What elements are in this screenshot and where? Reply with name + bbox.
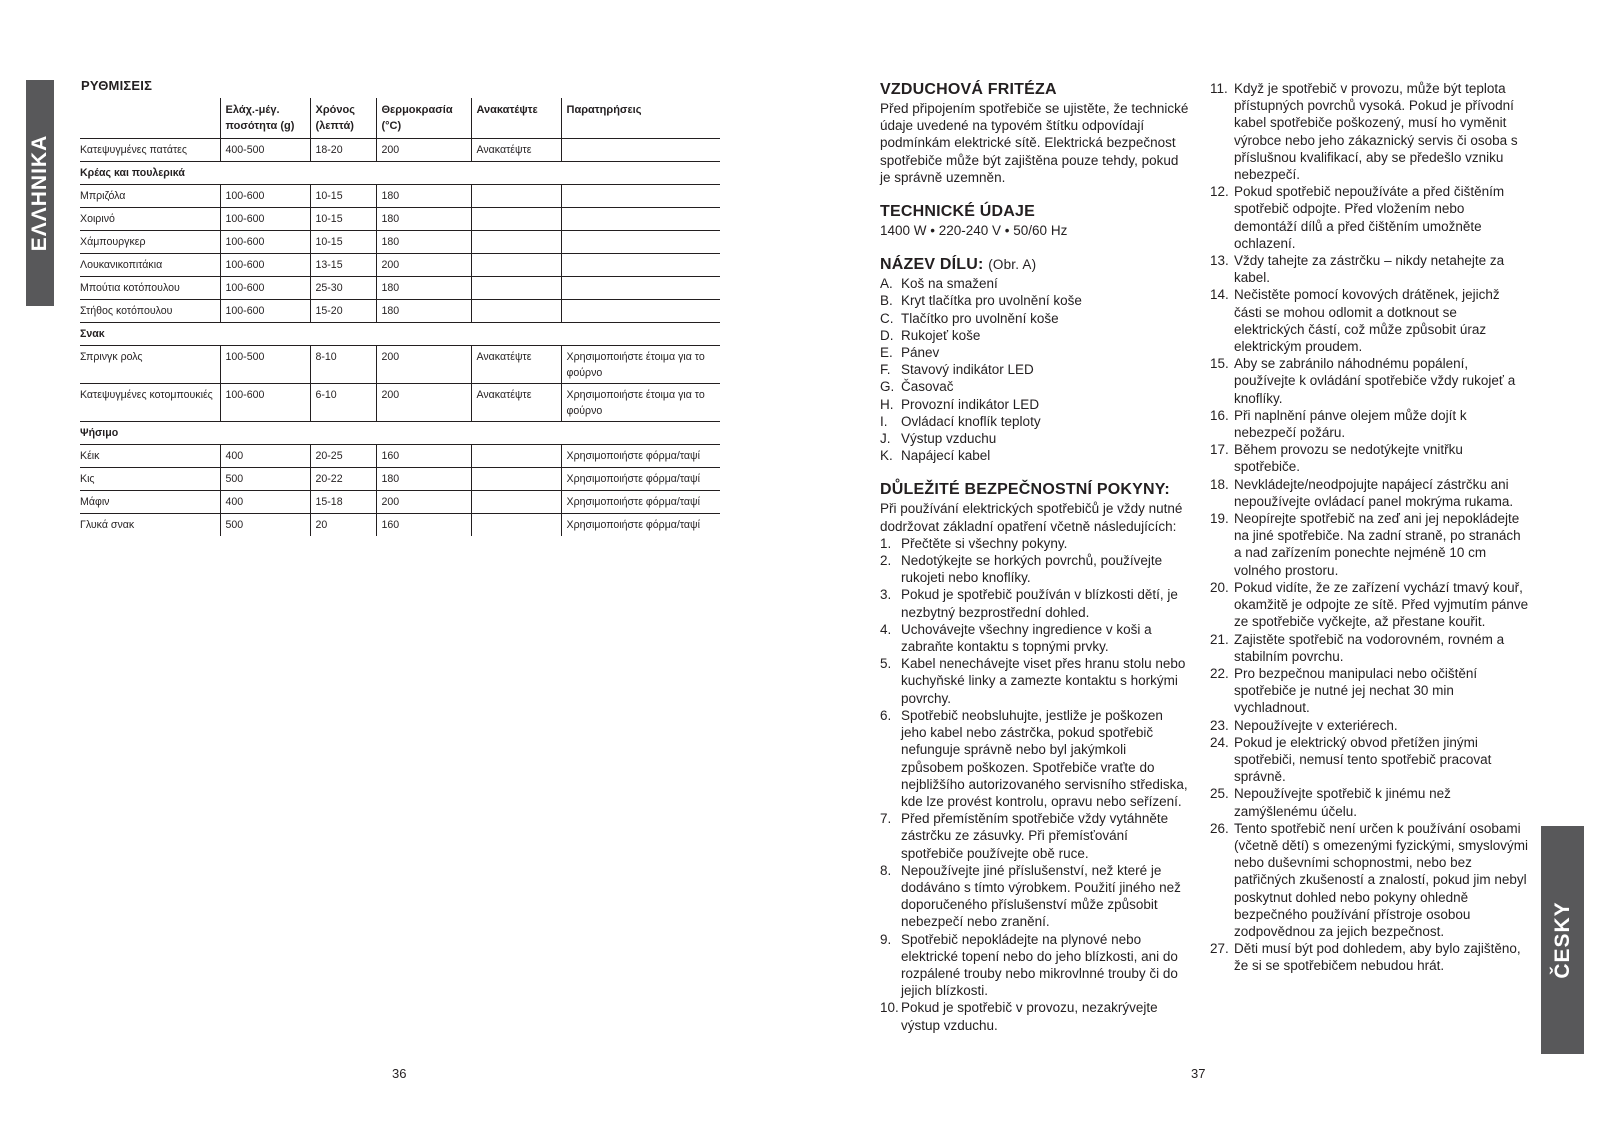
list-item-text: Děti musí být pod dohledem, aby bylo zajištěno, že si se spotřebičem nebudou hrát. [1234,941,1521,974]
table-row [80,208,720,231]
table-cell: 100-500 [220,346,310,384]
table-row [80,514,720,537]
table-cell [471,185,561,208]
list-marker: 20. [1210,579,1229,595]
list-item-text: Pánev [901,345,940,361]
list-marker: C. [880,310,894,326]
list-marker: 7. [880,811,892,827]
list-item-text: Rukojeť koše [901,327,981,343]
list-item-text: Pokud spotřebič nepoužíváte a před čištěním spotřebič odpojte. Před vložením nebo demontáží dílů a před čištěním umožněte ochlazení. [1234,184,1505,251]
language-tab-label: ΕΛΛΗΝΙΚΑ [28,134,51,252]
table-cell: Ανακατέψτε [471,139,561,162]
table-cell: 180 [376,300,471,323]
list-item-text: Kabel nenechávejte viset přes hranu stolu nebo kuchyňské linky a zamezte kontaktu s horkými povrchy. [901,656,1186,706]
table-row [80,491,720,514]
table-cell [471,231,561,254]
table-cell: 100-600 [220,277,310,300]
fryer-text: Před připojením spotřebiče se ujistěte, že technické údaje uvedené na typovém štítku odpovídají podmínkám elektrické sítě. Elektrická bezpečnost spotřebiče může být zajištěna pouze tehdy, pokud je správně uzemněn. [880,101,1189,185]
table-cell: 25-30 [310,277,376,300]
list-marker: A. [880,276,893,292]
list-marker: 22. [1210,665,1229,681]
table-cell [471,208,561,231]
safety-intro: Při používání elektrických spotřebičů je vždy nutné dodržovat základní opatření včetně následujících: [880,501,1183,534]
table-cell: Κέικ [80,445,220,468]
parts-subtitle: (Obr. A) [988,257,1037,273]
list-item-text: Časovač [901,379,954,395]
table-cell: Χρησιμοποιήστε φόρμα/ταψί [561,468,720,491]
table-cell: 160 [376,514,471,537]
list-item [880,413,1190,430]
list-item-text: Nevkládejte/neodpojujte napájecí zástrčku ani nepoužívejte ovládací panel mokrýma rukama. [1234,476,1514,509]
list-marker: G. [880,379,895,395]
table-cell: Μπούτια κοτόπουλου [80,277,220,300]
list-marker: F. [880,362,891,378]
list-item-text: Tento spotřebič není určen k používání osobami (včetně dětí) s omezenými fyzickými, smyslovými nebo duševními schopnostmi, nebo bez patřičných zkušeností a znalostí, pokud jim nebyl poskytnut dohled nebo pokyny ohledně bezpečného používání přístroje osobou zodpovědnou za jejich bezpečnost. [1234,820,1529,939]
list-marker: 6. [880,707,892,723]
list-marker: 19. [1210,511,1229,527]
table-cell [471,514,561,537]
list-item-text: Provozní indikátor LED [901,396,1040,412]
list-marker: 26. [1210,820,1229,836]
page-number-right: 37 [1191,1066,1206,1081]
list-item [880,552,1190,586]
list-item [880,655,1190,707]
language-tab-czech [1541,826,1584,1054]
table-header-cell [80,98,220,139]
table-cell: Χρησιμοποιήστε έτοιμα για το φούρνο [561,384,720,422]
list-marker: 12. [1210,184,1229,200]
list-marker: 17. [1210,442,1229,458]
list-item [880,344,1190,361]
list-item-text: Zajistěte spotřebič na vodorovném, rovném a stabilním povrchu. [1234,631,1505,664]
table-cell: Μπριζόλα [80,185,220,208]
list-item [1210,252,1530,286]
list-item [1210,631,1530,665]
table-cell: Κατεψυγμένες πατάτες [80,139,220,162]
table-cell: 20-22 [310,468,376,491]
list-marker: 13. [1210,253,1229,269]
table-cell [561,139,720,162]
settings-title: ΡΥΘΜΙΣΕΙΣ [81,78,153,93]
table-cell: 200 [376,254,471,277]
list-marker: 21. [1210,631,1229,647]
list-item [880,621,1190,655]
table-cell: Χρησιμοποιήστε φόρμα/ταψί [561,491,720,514]
table-cell: 10-15 [310,185,376,208]
list-marker: 9. [880,931,892,947]
list-item-text: Nepoužívejte jiné příslušenství, než které je dodáváno s tímto výrobkem. Použití jiného než doporučeného příslušenství může způsobit nebezpečí nebo zranění. [901,862,1181,930]
list-marker: 27. [1210,941,1229,957]
list-marker: K. [880,448,893,464]
table-cell: 180 [376,231,471,254]
instructions-column-right [1210,80,1530,975]
table-header-cell: Ανακατέψτε [471,98,561,139]
list-item-text: Uchovávejte všechny ingredience v koši a zabraňte kontaktu s topnými prvky. [901,621,1152,655]
list-item [1210,183,1530,252]
table-cell: 10-15 [310,231,376,254]
table-cell: 100-600 [220,185,310,208]
list-item [1210,407,1530,441]
table-cell [471,491,561,514]
table-cell: 180 [376,277,471,300]
list-item-text: Během provozu se nedotýkejte vnitřku spotřebiče. [1234,442,1463,475]
table-row [80,300,720,323]
list-item [880,586,1190,620]
list-item [1210,80,1530,183]
list-item-text: Koš na smažení [901,276,998,292]
table-row [80,277,720,300]
table-row [80,139,720,162]
list-item [880,378,1190,395]
list-item [880,810,1190,862]
list-item-text: Před přemístěním spotřebiče vždy vytáhněte zástrčku ze zásuvky. Při přemísťování spotřebiče používejte obě ruce. [901,811,1169,861]
table-cell: 15-20 [310,300,376,323]
instructions-column-left [880,80,1190,1034]
table-cell: 15-18 [310,491,376,514]
list-item [1210,734,1530,786]
list-marker: 5. [880,656,892,672]
list-marker: D. [880,327,894,343]
list-item-text: Nepoužívejte v exteriérech. [1234,717,1398,733]
table-cell: Μάφιν [80,491,220,514]
table-cell: Γλυκά σνακ [80,519,135,531]
tech-title: TECHNICKÉ ÚDAJE [880,203,1036,221]
table-row [80,231,720,254]
list-marker: 4. [880,621,892,637]
table-cell: Κις [80,468,220,491]
table-cell: Χρησιμοποιήστε φόρμα/ταψί [561,445,720,468]
list-marker: 10. [880,1000,899,1016]
list-item [880,999,1190,1033]
table-cell: 13-15 [310,254,376,277]
list-item [1210,355,1530,407]
list-marker: 15. [1210,356,1229,372]
table-section-row [80,422,720,445]
list-item-text: Tlačítko pro uvolnění koše [901,310,1059,326]
list-item [880,447,1190,464]
list-item-text: Při naplnění pánve olejem může dojít k nebezpečí požáru. [1234,407,1467,441]
list-item-text: Pokud je spotřebič používán v blízkosti dětí, je nezbytný bezprostřední dohled. [901,587,1178,620]
list-item-text: Nepoužívejte spotřebič k jinému než zamýšlenému účelu. [1234,786,1451,819]
list-marker: 2. [880,553,892,569]
list-marker: 1. [880,535,892,551]
table-cell [471,277,561,300]
tech-text: 1400 W • 220-240 V • 50/60 Hz [880,223,1068,239]
list-marker: 3. [880,587,892,603]
table-cell [561,185,720,208]
list-item-text: Neopírejte spotřebič na zeď ani jej nepokládejte na jiné spotřebiče. Na zadní straně, po stranách a nad zařízením ponechte nejméně 10 cm volného prostoru. [1234,511,1521,578]
table-cell: 200 [376,139,471,162]
list-marker: 16. [1210,407,1229,423]
list-marker: 25. [1210,786,1229,802]
list-marker: 23. [1210,717,1229,733]
list-item [1210,510,1530,579]
list-marker: 24. [1210,734,1229,750]
table-cell: 200 [376,491,471,514]
list-item [880,931,1190,1000]
list-marker: 14. [1210,287,1229,303]
table-header-row [80,98,720,139]
table-cell: 6-10 [310,384,376,422]
list-item [1210,286,1530,355]
table-cell: 400 [220,445,310,468]
page-number-left: 36 [392,1066,407,1081]
table-cell: 180 [376,208,471,231]
list-marker: 8. [880,862,892,878]
safety-list [880,535,1190,1034]
language-tab-greek [26,80,54,306]
table-cell: 100-600 [220,208,310,231]
table-cell: Χρησιμοποιήστε φόρμα/ταψί [561,514,720,537]
list-item [880,275,1190,292]
table-cell [471,300,561,323]
table-header-cell: Παρατηρήσεις [561,98,720,139]
list-marker: E. [880,345,893,361]
table-cell [561,231,720,254]
table-cell [561,208,720,231]
list-item [880,535,1190,552]
table-header-cell: Θερμοκρασία (°C) [376,98,471,139]
list-item [880,292,1190,309]
safety-list-continued [1210,80,1530,975]
settings-table [80,98,720,536]
table-cell [471,468,561,491]
list-item-text: Když je spotřebič v provozu, může být teplota přístupných povrchů vysoká. Pokud je přívodní kabel spotřebiče poškozený, musí ho vyměnit výrobce nebo jeho zákaznický servis či osoba s příslušnou kvalifikací, aby se předešlo vzniku nebezpečí. [1234,81,1518,183]
table-cell: 100-600 [220,384,310,422]
list-item-text: Pokud je elektrický obvod přetížen jinými spotřebiči, nemusí tento spotřebič pracovat správně. [1234,734,1492,785]
list-item-text: Přečtěte si všechny pokyny. [901,535,1068,551]
list-marker: I. [880,413,888,429]
table-cell: 100-600 [220,254,310,277]
section-label: Σνακ [80,323,720,346]
table-cell: 500 [220,468,310,491]
list-marker: 11. [1210,81,1228,96]
table-cell: 200 [376,346,471,384]
table-cell: 180 [376,468,471,491]
list-item-text: Pokud je spotřebič v provozu, nezakrývejte výstup vzduchu. [901,1000,1158,1033]
list-item [1210,820,1530,940]
list-item-text: Ovládací knoflík teploty [901,413,1041,429]
list-item-text: Napájecí kabel [901,448,991,464]
list-item-text: Kryt tlačítka pro uvolnění koše [901,293,1082,309]
list-item-text: Stavový indikátor LED [901,362,1034,378]
parts-title [880,255,1190,275]
list-marker: B. [880,293,893,309]
table-cell: Στήθος κοτόπουλου [80,300,220,323]
table-row [80,346,720,384]
table-cell: 100-600 [220,300,310,323]
section-label: Κρέας και πουλερικά [80,162,720,185]
list-item [880,310,1190,327]
table-cell: Ανακατέψτε [471,346,561,384]
list-item [880,707,1190,810]
table-cell: Λουκανικοπιτάκια [80,254,220,277]
table-cell: 400-500 [220,139,310,162]
table-section-row [80,323,720,346]
table-cell: 18-20 [310,139,376,162]
list-marker: H. [880,396,894,412]
section-label: Ψήσιμο [80,422,720,445]
table-row [80,445,720,468]
table-cell: Σπρινγκ ρολς [80,346,220,384]
table-section-row [80,162,720,185]
table-cell [471,254,561,277]
table-cell: Κατεψυγμένες κοτομπουκιές [80,384,220,422]
list-item-text: Spotřebič neobsluhujte, jestliže je poškozen jeho kabel nebo zástrčka, pokud spotřebič nefunguje správně nebo byl jakýmkoli způsobem poškozen. Spotřebiče vraťte do nejbližšího autorizovaného servisního střediska, kde lze provést kontrolu, opravu nebo seřízení. [901,707,1188,809]
table-cell [561,300,720,323]
table-row [80,254,720,277]
list-item [880,396,1190,413]
table-header-cell: Ελάχ.-μέγ. ποσότητα (g) [220,98,310,139]
list-item [1210,579,1530,631]
table-cell: 20 [310,514,376,537]
table-row [80,185,720,208]
table-cell: 180 [376,185,471,208]
table-cell: 160 [376,445,471,468]
list-item [1210,940,1530,974]
table-header-cell: Χρόνος (λεπτά) [310,98,376,139]
list-item [1210,476,1530,510]
parts-title-text: NÁZEV DÍLU: [880,256,984,274]
table-row [80,384,720,422]
language-tab-label: ČESKY [1550,901,1574,979]
list-item [880,327,1190,344]
list-item-text: Spotřebič nepokládejte na plynové nebo elektrické topení nebo do jeho blízkosti, ani do rozpálené trouby nebo mikrovlnné trouby či do jejich blízkosti. [901,931,1178,999]
table-row [80,468,720,491]
list-marker: 18. [1210,476,1229,492]
table-cell: Ανακατέψτε [471,384,561,422]
table-cell: 200 [376,384,471,422]
list-item-text: Pro bezpečnou manipulaci nebo očištění spotřebiče je nutné jej nechat 30 min vychladnout. [1234,665,1478,716]
list-item [880,430,1190,447]
list-item-text: Pokud vidíte, že ze zařízení vychází tmavý kouř, okamžitě je odpojte ze sítě. Před vyjmutím pánve ze spotřebiče vyčkejte, až přestane kouřit. [1234,579,1529,630]
table-cell [561,277,720,300]
table-cell: 100-600 [220,231,310,254]
table-cell: Χοιρινό [80,208,220,231]
list-item [880,862,1190,931]
table-cell: Χρησιμοποιήστε έτοιμα για το φούρνο [561,346,720,384]
table-cell: 10-15 [310,208,376,231]
list-item [880,361,1190,378]
table-cell: Χάμπουργκερ [80,231,220,254]
table-cell: 8-10 [310,346,376,384]
table-cell [471,445,561,468]
list-item [1210,441,1530,475]
table-cell: 400 [220,491,310,514]
parts-list [880,275,1190,464]
list-item [1210,665,1530,717]
list-item-text: Nedotýkejte se horkých povrchů, používejte rukojeti nebo knoflíky. [901,553,1163,586]
list-item [1210,717,1530,734]
list-item-text: Nečistěte pomocí kovových drátěnek, jejichž části se mohou odlomit a dotknout se elektrických částí, což může způsobit úraz elektrickým proudem. [1234,287,1500,355]
list-marker: J. [880,431,891,447]
list-item-text: Aby se zabránilo náhodnému popálení, používejte k ovládání spotřebiče vždy rukojeť a knoflíky. [1234,356,1516,406]
list-item [1210,785,1530,819]
fryer-title: VZDUCHOVÁ FRITÉZA [880,81,1057,98]
table-cell: 500 [220,514,310,537]
list-item-text: Výstup vzduchu [901,431,997,447]
table-cell: 20-25 [310,445,376,468]
list-item-text: Vždy tahejte za zástrčku – nikdy netahejte za kabel. [1234,253,1505,286]
safety-title: DŮLEŽITÉ BEZPEČNOSTNÍ POKYNY: [880,481,1170,499]
table-cell [561,254,720,277]
